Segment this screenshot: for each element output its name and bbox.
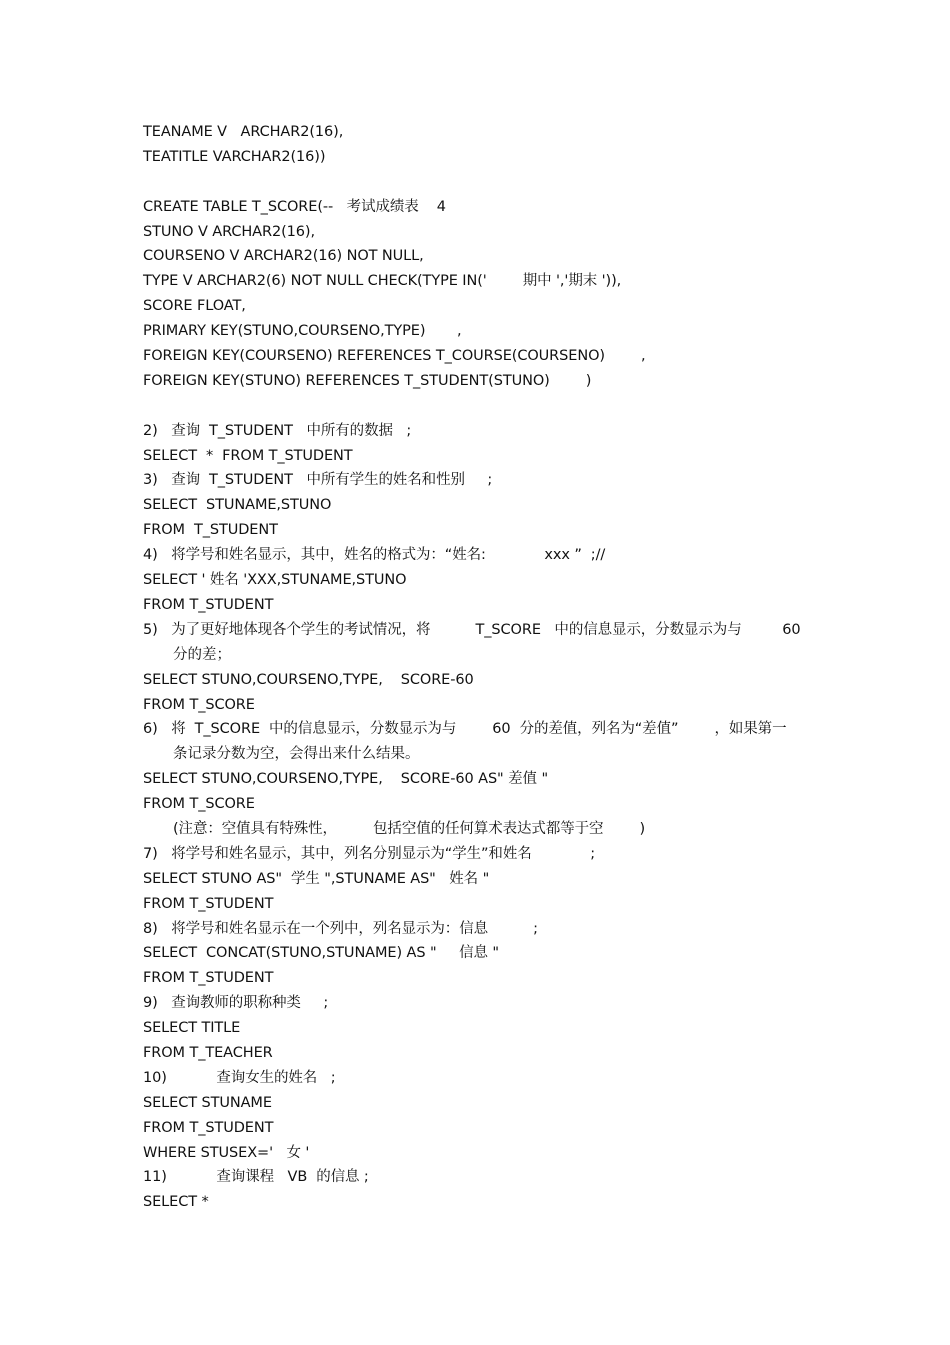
code-line: FROM T_STUDENT bbox=[143, 596, 274, 613]
code-line: SELECT STUNO,COURSENO,TYPE, SCORE-60 bbox=[143, 671, 474, 688]
code-line: FROM T_SCORE bbox=[143, 796, 255, 813]
question-heading: 8) 将学号和姓名显示在一个列中，列名显示为：信息 ; bbox=[143, 920, 538, 937]
blank-line bbox=[143, 394, 823, 419]
code-line: SCORE FLOAT, bbox=[143, 298, 246, 315]
code-line: SELECT TITLE bbox=[143, 1020, 241, 1037]
code-line: TEANAME V ARCHAR2(16), bbox=[143, 124, 344, 140]
code-line: SELECT STUNAME bbox=[143, 1094, 272, 1111]
code-line: CREATE TABLE T_SCORE(-- 考试成绩表 4 bbox=[143, 198, 446, 215]
question-heading: 4) 将学号和姓名显示，其中，姓名的格式为：“姓名: xxx ” ;// bbox=[143, 547, 606, 564]
code-line: SELECT CONCAT(STUNO,STUNAME) AS " 信息 " bbox=[143, 945, 499, 962]
code-line: FROM T_STUDENT bbox=[143, 970, 274, 987]
code-line: STUNO V ARCHAR2(16), bbox=[143, 223, 315, 240]
code-line: PRIMARY KEY(STUNO,COURSENO,TYPE) , bbox=[143, 323, 462, 340]
note-line: (注意：空值具有特殊性， 包括空值的任何算术表达式都等于空 ) bbox=[173, 820, 646, 837]
code-line: FROM T_STUDENT bbox=[143, 1119, 274, 1136]
code-line: SELECT STUNAME,STUNO bbox=[143, 497, 332, 514]
code-line: TEATITLE VARCHAR2(16)) bbox=[143, 148, 326, 165]
question-heading: 10) 查询女生的姓名 ; bbox=[143, 1069, 336, 1086]
question-heading: 2) 查询 T_STUDENT 中所有的数据 ; bbox=[143, 422, 412, 439]
code-line: SELECT ' 姓名 'XXX,STUNAME,STUNO bbox=[143, 572, 407, 589]
code-line: SELECT * bbox=[143, 1194, 209, 1211]
code-line: SELECT STUNO,COURSENO,TYPE, SCORE-60 AS" 差值 " bbox=[143, 771, 549, 788]
code-line: TYPE V ARCHAR2(6) NOT NULL CHECK(TYPE IN(' 期中 ','期末 ')), bbox=[143, 273, 622, 290]
code-line: WHERE STUSEX=' 女 ' bbox=[143, 1144, 310, 1161]
code-line: SELECT STUNO AS" 学生 ",STUNAME AS" 姓名 " bbox=[143, 870, 490, 887]
code-line: FOREIGN KEY(STUNO) REFERENCES T_STUDENT(STUNO) ) bbox=[143, 372, 592, 389]
question-continuation: 分的差； bbox=[173, 646, 231, 663]
question-heading: 6) 将 T_SCORE 中的信息显示，分数显示为与 60 分的差值，列名为“差值” ，如果第一 bbox=[143, 721, 787, 738]
question-heading: 5) 为了更好地体现各个学生的考试情况，将 T_SCORE 中的信息显示，分数显示为与 60 bbox=[143, 621, 801, 638]
blank-line bbox=[143, 170, 823, 195]
code-line: FROM T_STUDENT bbox=[143, 895, 274, 912]
code-line: FROM T_TEACHER bbox=[143, 1044, 273, 1061]
code-line: SELECT * FROM T_STUDENT bbox=[143, 447, 353, 464]
code-line: FROM T_STUDENT bbox=[143, 522, 278, 539]
code-line: FOREIGN KEY(COURSENO) REFERENCES T_COURSE(COURSENO) , bbox=[143, 348, 646, 365]
question-heading: 11) 查询课程 VB 的信息 ; bbox=[143, 1169, 369, 1186]
question-continuation: 条记录分数为空，会得出来什么结果。 bbox=[173, 746, 420, 763]
code-line: FROM T_SCORE bbox=[143, 696, 255, 713]
question-heading: 3) 查询 T_STUDENT 中所有学生的姓名和性别 ; bbox=[143, 472, 493, 489]
question-heading: 9) 查询教师的职称种类 ; bbox=[143, 995, 329, 1012]
question-heading: 7) 将学号和姓名显示，其中，列名分别显示为“学生”和姓名 ; bbox=[143, 845, 596, 862]
code-line: COURSENO V ARCHAR2(16) NOT NULL, bbox=[143, 248, 424, 265]
document-body bbox=[143, 120, 823, 1215]
